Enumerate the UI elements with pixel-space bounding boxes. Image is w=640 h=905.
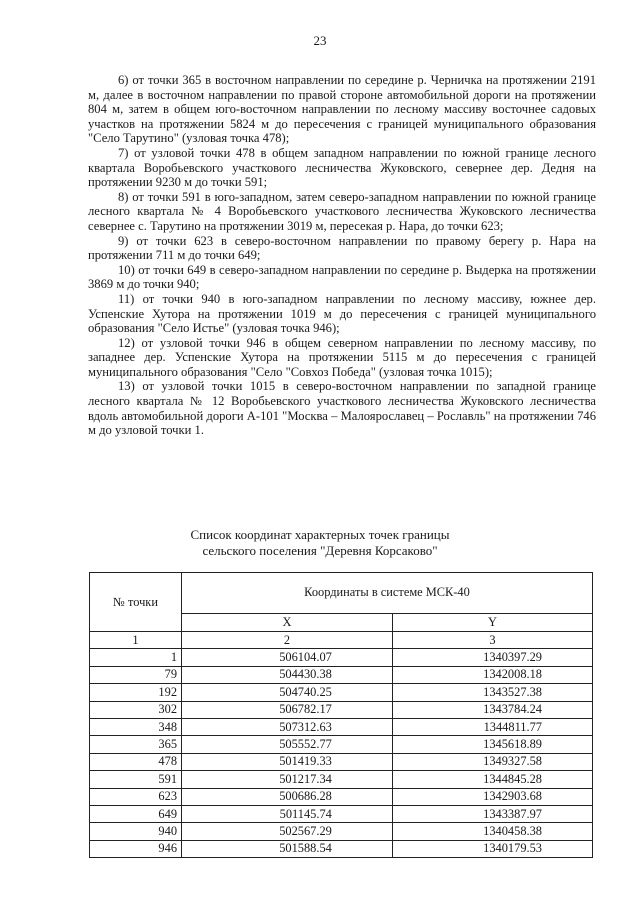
y-coordinate-cell: 1349327.58 xyxy=(392,753,592,770)
point-number-cell: 302 xyxy=(90,701,182,718)
point-number-cell: 623 xyxy=(90,788,182,805)
paragraph-6: 6) от точки 365 в восточном направлении по середине р. Черничка на протяжении 2191 м, далее в восточном направлении по правой стороне автомобильной дороги на протяжении 804 м, затем в общем юго-восточном направлении по лесному массиву восточнее садовых участков на протяжении 5824 м до пересечения с границей муниципального образования "Село Тарутино" (узловая точка 478); xyxy=(88,73,596,146)
paragraph-12: 12) от узловой точки 946 в общем северном направлении по лесному массиву, по западнее дер. Успенские Хутора на протяжении 5115 м до пересечения с границей муниципального образования "Село "Совхоз Победа" (узловая точка 1015); xyxy=(88,335,596,379)
point-number-cell: 478 xyxy=(90,753,182,770)
coordinates-table-body xyxy=(90,649,593,858)
y-coordinate-cell: 1343387.97 xyxy=(392,805,592,822)
point-number-cell: 649 xyxy=(90,805,182,822)
point-number-cell: 348 xyxy=(90,718,182,735)
page-number: 23 xyxy=(313,33,327,48)
header-x: X xyxy=(182,613,393,631)
y-coordinate-cell: 1340397.29 xyxy=(392,649,592,666)
x-coordinate-cell: 507312.63 xyxy=(182,718,393,735)
table-caption-line-1: Список координат характерных точек границы xyxy=(190,527,450,542)
x-coordinate-cell: 506782.17 xyxy=(182,701,393,718)
header-coordinate-system: Координаты в системе МСК-40 xyxy=(182,573,593,614)
boundary-description xyxy=(88,73,596,438)
table-row xyxy=(90,666,593,683)
table-row xyxy=(90,805,593,822)
x-coordinate-cell: 501145.74 xyxy=(182,805,393,822)
table-caption xyxy=(0,527,640,559)
paragraph-11: 11) от точки 940 в юго-западном направлении по лесному массиву, южнее дер. Успенские Хутора на протяжении 1019 м до пересечения с границей муниципального образования "Село Истье" (узловая точка 946); xyxy=(88,291,596,336)
x-coordinate-cell: 504430.38 xyxy=(182,666,393,683)
y-coordinate-cell: 1343784.24 xyxy=(392,701,592,718)
table-row xyxy=(90,649,593,666)
x-coordinate-cell: 501419.33 xyxy=(182,753,393,770)
index-cell-2: 2 xyxy=(182,632,393,649)
x-coordinate-cell: 502567.29 xyxy=(182,823,393,840)
x-coordinate-cell: 504740.25 xyxy=(182,684,393,701)
paragraph-8: 8) от точки 591 в юго-западном, затем северо-западном направлении по южной границе лесного квартала № 4 Воробьевского участкового лесничества Жуковского лесничества севернее с. Тарутино на протяжении 3019 м, пересекая р. Нара, до точки 623; xyxy=(88,189,596,233)
y-coordinate-cell: 1343527.38 xyxy=(392,684,592,701)
paragraph-9: 9) от точки 623 в северо-восточном направлении по правому берегу р. Нара на протяжении 711 м до точки 649; xyxy=(88,233,596,263)
y-coordinate-cell: 1344811.77 xyxy=(392,718,592,735)
y-coordinate-cell: 1340458.38 xyxy=(392,823,592,840)
table-row xyxy=(90,718,593,735)
x-coordinate-cell: 501588.54 xyxy=(182,840,393,857)
x-coordinate-cell: 506104.07 xyxy=(182,649,393,666)
table-row xyxy=(90,701,593,718)
index-cell-3: 3 xyxy=(392,632,592,649)
index-cell-1: 1 xyxy=(90,632,182,649)
y-coordinate-cell: 1342008.18 xyxy=(392,666,592,683)
point-number-cell: 79 xyxy=(90,666,182,683)
point-number-cell: 1 xyxy=(90,649,182,666)
y-coordinate-cell: 1344845.28 xyxy=(392,771,592,788)
coordinates-table xyxy=(89,572,593,858)
paragraph-13: 13) от узловой точки 1015 в северо-восточном направлении по западной границе лесного квартала № 12 Воробьевского участкового лесничества Жуковского лесничества вдоль автомобильной дороги А-101 "Москва – Малоярославец – Рославль" на протяжении 746 м до узловой точки 1. xyxy=(88,379,596,438)
x-coordinate-cell: 505552.77 xyxy=(182,736,393,753)
point-number-cell: 940 xyxy=(90,823,182,840)
y-coordinate-cell: 1340179.53 xyxy=(392,840,592,857)
table-row xyxy=(90,788,593,805)
table-header-row xyxy=(90,573,593,614)
table-row xyxy=(90,753,593,770)
y-coordinate-cell: 1345618.89 xyxy=(392,736,592,753)
header-y: Y xyxy=(392,613,592,631)
table-row xyxy=(90,771,593,788)
point-number-cell: 192 xyxy=(90,684,182,701)
x-coordinate-cell: 501217.34 xyxy=(182,771,393,788)
point-number-cell: 591 xyxy=(90,771,182,788)
point-number-cell: 946 xyxy=(90,840,182,857)
y-coordinate-cell: 1342903.68 xyxy=(392,788,592,805)
paragraph-10: 10) от точки 649 в северо-западном направлении по середине р. Выдерка на протяжении 3869 м до точки 940; xyxy=(88,262,596,292)
table-caption-line-2: сельского поселения "Деревня Корсаково" xyxy=(202,543,438,558)
table-row xyxy=(90,736,593,753)
point-number-cell: 365 xyxy=(90,736,182,753)
table-index-row xyxy=(90,632,593,649)
x-coordinate-cell: 500686.28 xyxy=(182,788,393,805)
header-point-number: № точки xyxy=(90,573,182,632)
table-row xyxy=(90,823,593,840)
table-row xyxy=(90,840,593,857)
paragraph-7: 7) от узловой точки 478 в общем западном направлении по южной границе лесного квартала Воробьевского участкового лесничества Жуковского, севернее дер. Дедня на протяжении 9230 м до точки 591; xyxy=(88,145,596,190)
table-row xyxy=(90,684,593,701)
